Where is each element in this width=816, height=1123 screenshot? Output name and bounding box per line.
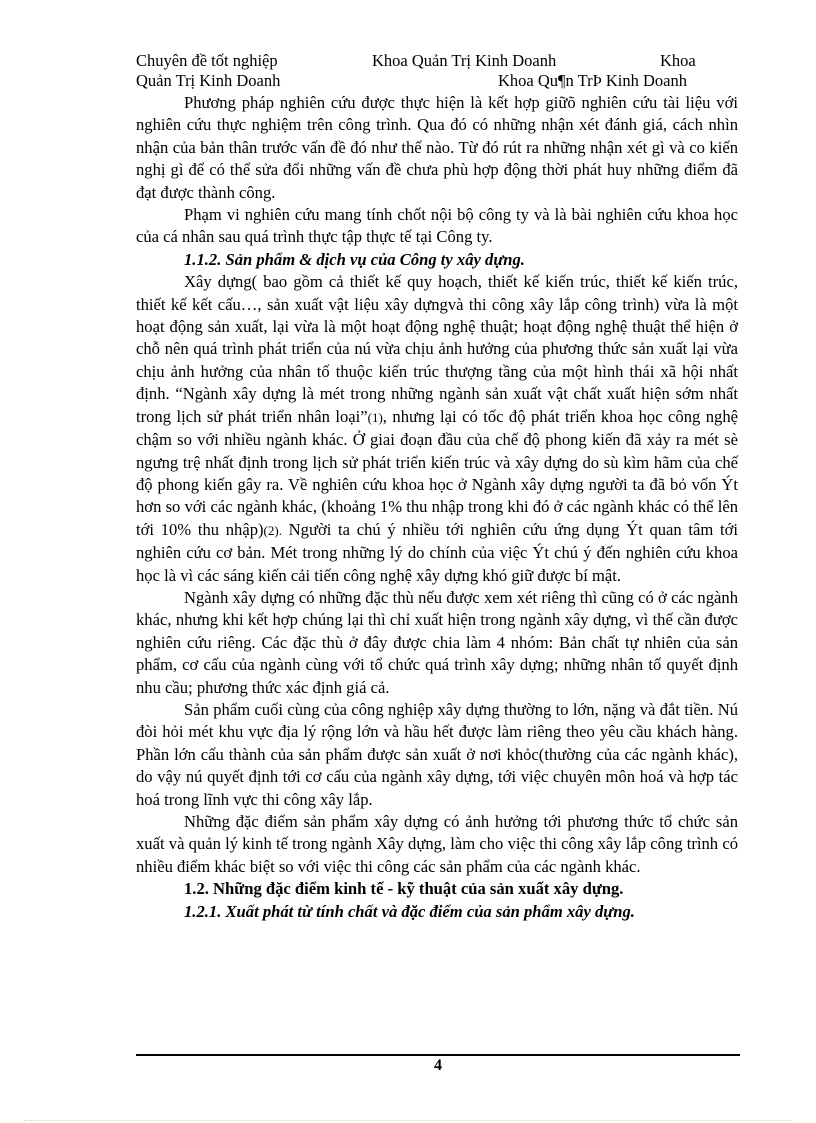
page-number: 4 [434,1057,442,1074]
document-body [136,92,738,923]
paragraph-impact: Những đặc điểm sản phẩm xây dựng có ảnh hưởng tới phương thức tổ chức sản xuất và quản lý kinh tế trong ngành Xây dựng, làm cho việc thi công xây lắp công trình có nhiều điểm khác biệt so với việc thi công các sản phẩm của các ngành khác. [136,812,738,876]
paragraph-construction-part-3: Người ta chú ý nhiều tới nghiên cứu ứng dụng Ýt quan tâm tới nghiên cứu cơ bản. Mét trong những lý do chính của việc Ýt chú ý đến nghiên cứu khoa học là vì các sáng kiến cải tiến công nghệ xây dựng khó giữ được bí mật. [136,519,739,585]
paragraph-construction-part-2: , nhưng lại có tốc độ phát triển khoa học công nghệ chậm so với nhiều ngành khác. Ở giai đoạn đầu của chế độ phong kiến đã xảy ra mét sè ngưng trệ nhất định trong lịch sử phát triển kiến trúc và xây dựng do sù kìm hãm của chế độ phong kiến gây ra. Về nghiên cứu khoa học ở Ngành xây dựng người ta đã bỏ vốn Ýt hơn so với các ngành khác, (khoảng 1% thu nhập trong khi đó ở các ngành khác có thể lên tới 10% thu nhập) [136,406,738,539]
header-right-2: Khoa Qu¶n TrÞ Kinh Doanh [498,71,687,90]
paragraph-method: Phương pháp nghiên cứu được thực hiện là kết hợp giữõ nghiên cứu tài liệu với nghiên cứu thực nghiệm trên công trình. Qua đó có những nhận xét đánh giá, cách nhìn nhận của bản thân trước vấn đề đó như thế nào. Từ đó rút ra những nhận xét gì và co kiến nghị gì để có thể sửa đổi những vấn đề chưa phù hợp động thời phát huy những điểm đã đạt được thành công. [136,93,738,202]
paragraph-final-product: Sản phẩm cuối cùng của công nghiệp xây dựng thường to lớn, nặng và đắt tiền. Nú đòi hỏi mét khu vực địa lý rộng lớn và hầu hết được làm riêng theo yêu cầu khách hàng. Phần lớn cấu thành của sản phẩm được sản xuất ở nơi khỏc(thường của các ngành khác), do vậy nú quyết định tới cơ cấu của ngành xây dựng, tới việc chuyên môn hoá và hợp tác hoá trong lĩnh vực thi công xây lắp. [136,699,738,809]
header-right-1: Khoa [660,51,696,70]
paragraph-construction [136,271,738,587]
page-bottom-edge [24,1120,792,1121]
header-center-1: Khoa Quản Trị Kinh Doanh [372,51,557,70]
paragraph-scope: Phạm vi nghiên cứu mang tính chốt nội bộ công ty và là bài nghiên cứu khoa học của cá nhân sau quá trình thực tập thực tế tại Công ty. [136,205,738,247]
section-heading-1-2-1: 1.2.1. Xuất phát từ tính chất và đặc điểm của sản phẩm xây dựng. [184,901,635,921]
section-heading-1-2: 1.2. Những đặc điểm kinh tế - kỹ thuật của sản xuất xây dựng. [184,879,624,899]
paragraph-construction-part-1: Xây dựng( bao gồm cả thiết kế quy hoạch, thiết kế kiến trúc, thiết kế kiến trúc, thiết kế kết cấu…, sản xuất vật liệu xây dựngvà thi công xây lắp công trình) vừa là một hoạt động sản xuất, lại vừa là một hoạt động nghệ thuật; hoạt động nghệ thuật thể hiện ở chỗ nên quá trình phát triển của nú vừa chịu ảnh hưởng của phương thức sản xuất lại vừa chịu ảnh hưởng của nhân tố thuộc kiến trúc thượng tầng của một hình thái xã hội nhất định. “Ngành xây dựng là mét trong những ngành sản xuất vật chất xuất hiện sớm nhất trong lịch sử phát triển nhân loại” [136,272,738,426]
section-heading-1-1-2: 1.1.2. Sản phẩm & dịch vụ của Công ty xây dựng. [184,249,525,269]
footnote-ref-1: (1) [367,409,383,425]
header-left-2: Quản Trị Kinh Doanh [136,71,281,90]
paragraph-characteristics: Ngành xây dựng có những đặc thù nếu được xem xét riêng thì cũng có ở các ngành khác, nhưng khi kết hợp chúng lại thì chỉ xuất hiện trong ngành xây dựng, vì thế cần được nghiên cứu riêng. Các đặc thù ở đây được chia làm 4 nhóm: Bản chất tự nhiên của sản phẩm, cơ cấu của ngành cùng với tổ chức quá trình xây dựng; những nhân tố quyết định nhu cầu; phương thức xác định giá cả. [136,587,738,697]
footer-rule [136,1054,740,1056]
header-left-1: Chuyên đề tốt nghiệp [136,51,278,70]
footnote-ref-2: (2). [263,522,282,538]
